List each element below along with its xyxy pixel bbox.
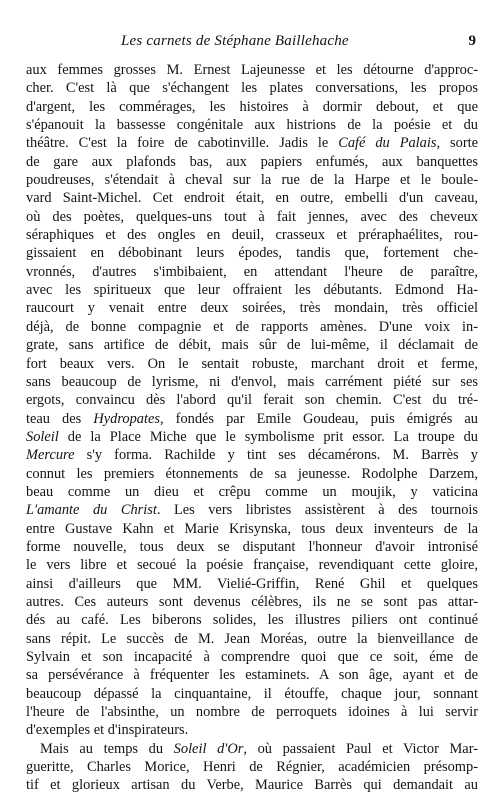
text-line [26,648,478,666]
text-run: ainsi d'ailleurs que MM. Vielié-Griffin, René Ghil et quelques [26,575,478,592]
text-line [26,703,478,721]
text-line [26,336,478,354]
text-line [26,465,478,483]
text-line [26,281,478,299]
page-number: 9 [468,33,476,49]
text-run: , fondés par Emile Goudeau, puis émigrés au [159,410,478,427]
text-run: Mais au temps du [40,740,174,757]
text-run: autres. Ces auteurs sont devenus célèbres, ils ne se sont pas attar- [26,593,478,610]
text-run: vard Saint-Michel. Cet endroit était, en outre, embelli d'un caveau, [26,190,478,207]
text-run: s'épanouit la bassesse congénitale aux histrions de la poésie et du [26,117,478,134]
text-line [26,244,478,262]
text-line [26,134,478,152]
text-run: avec les spiritueux que leur offraient les débutants. Edmond Ha- [26,282,478,299]
text-run: . Les vers libristes assistèrent à des tournois [156,502,478,519]
text-line [26,446,478,464]
body-text [26,61,478,795]
text-run: , sorte [436,135,478,152]
italic-title-text: Soleil [26,428,59,445]
text-run: entre Gustave Kahn et Marie Krisynska, tous deux inventeurs de la [26,520,478,537]
text-run: sans beaucoup de lyrisme, ni d'envol, mais carrément piété sur ses [26,373,478,390]
text-run: vronnés, d'autres s'imbibaient, en attendant l'heure de paraître, [26,263,478,280]
text-line [26,428,478,446]
text-run: connut les premiers étonnements de sa jeunesse. Rodolphe Darzem, [26,465,478,482]
text-line [26,611,478,629]
text-line [26,79,478,97]
text-run: aux femmes grosses M. Ernest Lajeunesse et les détourne d'approc- [26,62,478,78]
text-line [26,630,478,648]
text-line [26,593,478,611]
text-line [26,226,478,244]
text-run: s'y forma. Rachilde y tint ses décamérons. M. Barrès y [74,447,478,464]
text-run: tif et glorieux artisan du Verbe, Maurice Barrès qui demandait au [26,777,478,794]
text-run: l'heure de l'absinthe, un nombre de perroquets idoines à lui servir [26,704,478,721]
text-run: sa persévérance à fréquenter les estaminets. A son âge, ayant et de [26,667,478,684]
text-run: séraphiques et des ongles en deuil, crasseux et préraphaélites, rou- [26,227,478,244]
italic-title-text: L'amante du Christ [26,502,157,519]
text-run: le vers libre et secoué la poésie française, revendiquant cette gloire, [26,557,478,574]
text-line [26,391,478,409]
text-run: Sylvain et son incapacité à comprendre quoi que ce soit, éme de [26,649,478,665]
text-run: d'argent, les commérages, les histoires à dormir debout, et que [26,98,478,115]
text-run: grate, sans artifice de débit, mais sûr de lui-même, il déclamait de [26,337,478,354]
text-line [26,740,478,758]
text-run: sans répit. Le succès de M. Jean Moréas, outre la bienveillance de [26,630,478,647]
text-run: teau des [26,410,94,427]
text-line [26,410,478,428]
text-run: , où passaient Paul et Victor Mar- [243,740,478,757]
text-run: gueritte, Charles Morice, Henri de Régnier, académicien présomp- [26,759,478,776]
text-run: beaucoup dépassé la cinquantaine, il étouffe, chaque jour, sonnant [26,685,478,702]
text-run: dés au café. Les biberons solides, les illustres piliers ont continué [26,612,478,629]
text-line [26,116,478,134]
italic-title-text: Café du Palais [338,135,437,152]
text-run: théâtre. C'est la foire de cabotinville. Jadis le [26,135,339,152]
text-line [26,721,478,739]
text-run: raucourt y venait entre deux soirées, très mondain, très officiel [26,300,478,317]
text-line [26,171,478,189]
text-line [26,575,478,593]
text-line [26,373,478,391]
text-line [26,776,478,794]
text-run: fort beaux vers. On le sentait robuste, marchant droit et ferme, [26,355,478,372]
text-line [26,520,478,538]
text-line [26,208,478,226]
text-line [26,98,478,116]
text-run: d'exemples et d'inspirateurs. [26,722,189,739]
text-run: où des poètes, quelques-uns tout à fait jennes, avec des cheveux [26,208,478,225]
italic-title-text: Hydropates [93,410,160,427]
text-line [26,263,478,281]
text-line [26,189,478,207]
text-line [26,299,478,317]
text-run: ergots, convaincu dès l'abord qu'il ferait son chemin. C'est du tré- [26,392,478,409]
italic-title-text: Mercure [26,447,75,464]
running-head [24,29,476,53]
text-line [26,538,478,556]
text-line [26,556,478,574]
text-run: déjà, de bonne compagnie et de rapports amènes. D'une voix in- [26,318,478,335]
text-run: beau comme un dieu et crêpu comme un moujik, y vaticina [26,483,478,500]
running-title: Les carnets de Stéphane Baillehache [121,33,349,49]
text-run: forme nouvelle, tous deux se disputant l'honneur d'avoir intronisé [26,538,478,555]
text-line [26,758,478,776]
text-line [26,483,478,501]
text-run: cher. C'est là que s'échangent les plates conversations, les propos [26,80,478,97]
text-run: de la Place Miche que le symbolisme prit essor. La troupe du [58,428,478,445]
text-line [26,61,478,79]
text-line [26,501,478,519]
text-run: poudreuses, s'étendait à cheval sur la rue de la Harpe et le boule- [26,172,478,189]
text-run: gissaient en débobinant leurs épodes, tandis que, fortement che- [26,245,478,262]
text-run: de gare aux plafonds bas, aux papiers enfumés, aux banquettes [26,153,478,170]
text-line [26,355,478,373]
text-line [26,666,478,684]
text-line [26,685,478,703]
italic-title-text: Soleil d'Or [173,740,244,757]
text-line [26,153,478,171]
text-line [26,318,478,336]
